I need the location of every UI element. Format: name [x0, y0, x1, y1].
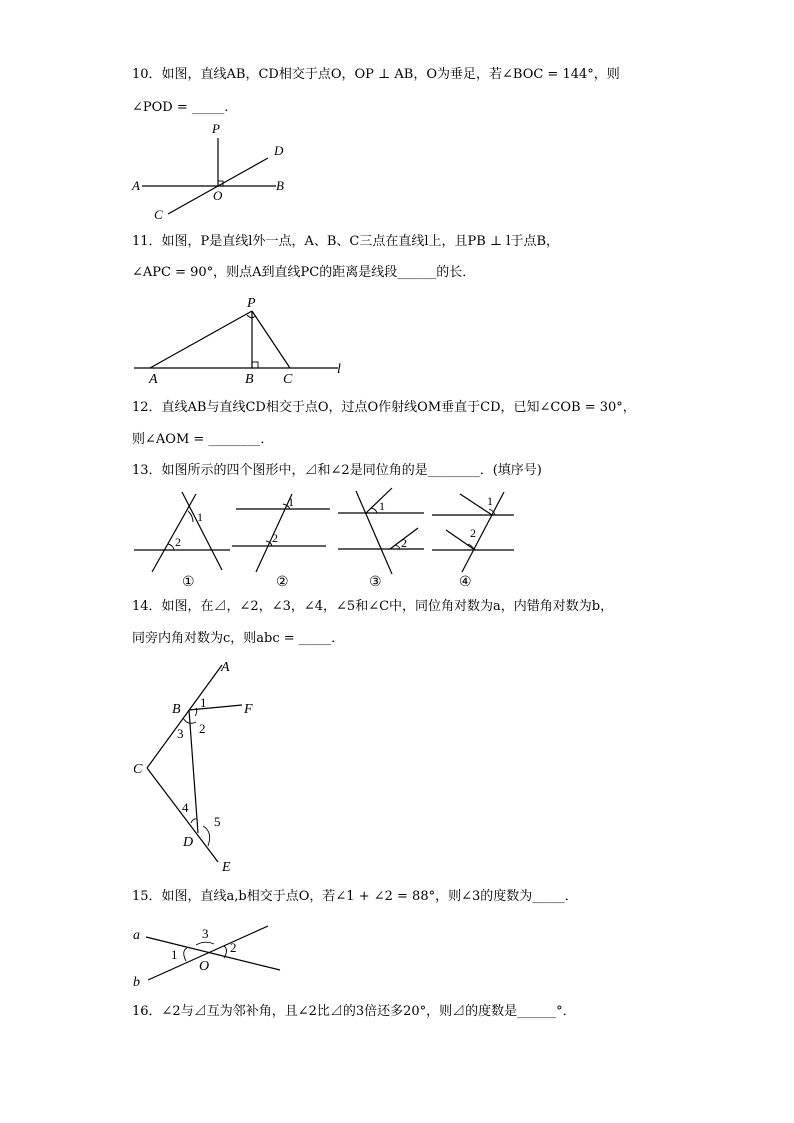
q11-line1: 11．如图，P是直线l外一点，A、B、C三点在直线l上，且PB ⊥ l于点B，: [132, 234, 559, 249]
q13-fig2-angle-2: 2: [272, 531, 278, 545]
q14-angle-2: 2: [199, 721, 206, 736]
q14-label-D: D: [183, 835, 194, 850]
q15-label-b: b: [133, 975, 140, 990]
q15-line1: 15．如图，直线a,b相交于点O，若∠1 + ∠2 = 88°，则∠3的度数为_____．: [132, 889, 578, 904]
q14-label-A: A: [221, 660, 230, 675]
q11-line2: ∠APC = 90°，则点A到直线PC的距离是线段______的长．: [132, 265, 476, 280]
q13-figure-number-4: ④: [459, 575, 472, 590]
q13-figure-number-3: ③: [369, 575, 382, 590]
q13-figure-number-1: ①: [182, 575, 195, 590]
q13-fig4-angle-2: 2: [470, 526, 476, 540]
q13-fig4-angle-1: 1: [487, 494, 493, 508]
q15-angle-1: 1: [171, 947, 178, 962]
q10-label-C: C: [154, 207, 163, 222]
q10-label-A: A: [132, 178, 140, 193]
q14-angle-5: 5: [214, 814, 221, 829]
q11-label-l: l: [337, 362, 341, 377]
q14-label-B: B: [172, 702, 181, 717]
q13-fig3-angle-1: 1: [379, 499, 385, 513]
q14-label-C: C: [133, 762, 143, 777]
q14-angle-1: 1: [200, 695, 207, 710]
q11-label-C: C: [283, 372, 293, 387]
q11-label-B: B: [245, 372, 254, 387]
q13-fig3-angle-2: 2: [401, 536, 407, 550]
q10-label-B: B: [276, 178, 284, 193]
q14-line1: 14．如图，在⊿，∠2，∠3，∠4，∠5和∠C中，同位角对数为a，内错角对数为b，: [132, 599, 614, 614]
q14-label-E: E: [222, 860, 231, 875]
q13-fig2-angle-1: 1: [288, 495, 294, 509]
q14-angle-3: 3: [177, 726, 184, 741]
q10-label-O: O: [213, 188, 223, 203]
q14-line2: 同旁内角对数为c，则abc = _____．: [132, 631, 345, 646]
q10-label-P: P: [212, 121, 220, 136]
q15-label-a: a: [133, 928, 140, 943]
q12-line2: 则∠AOM = ________．: [132, 432, 274, 447]
q16-line1: 16．∠2与⊿互为邻补角，且∠2比⊿的3倍还多20°，则⊿的度数是______°．: [132, 1004, 576, 1019]
q12-line1: 12．直线AB与直线CD相交于点O，过点O作射线OM垂直于CD，已知∠COB = 30°，: [132, 400, 636, 415]
q14-angle-4: 4: [182, 800, 189, 815]
q14-label-F: F: [244, 702, 253, 717]
q13-fig1-angle-1: 1: [197, 510, 203, 524]
q13-line1: 13．如图所示的四个图形中，⊿和∠2是同位角的是________．(填序号): [132, 463, 542, 478]
q10-line1: 10．如图，直线AB，CD相交于点O，OP ⊥ AB，O为垂足，若∠BOC = 144°，则: [132, 67, 620, 82]
q13-fig1-angle-2: 2: [175, 535, 181, 549]
q11-label-A: A: [149, 372, 158, 387]
q10-label-D: D: [274, 143, 284, 158]
q13-figure-number-2: ②: [276, 575, 289, 590]
q15-label-O: O: [199, 959, 210, 974]
q15-angle-3: 3: [202, 926, 209, 941]
q10-line2: ∠POD = _____．: [132, 100, 238, 115]
q15-angle-2: 2: [230, 940, 237, 955]
q11-label-P: P: [247, 296, 256, 311]
